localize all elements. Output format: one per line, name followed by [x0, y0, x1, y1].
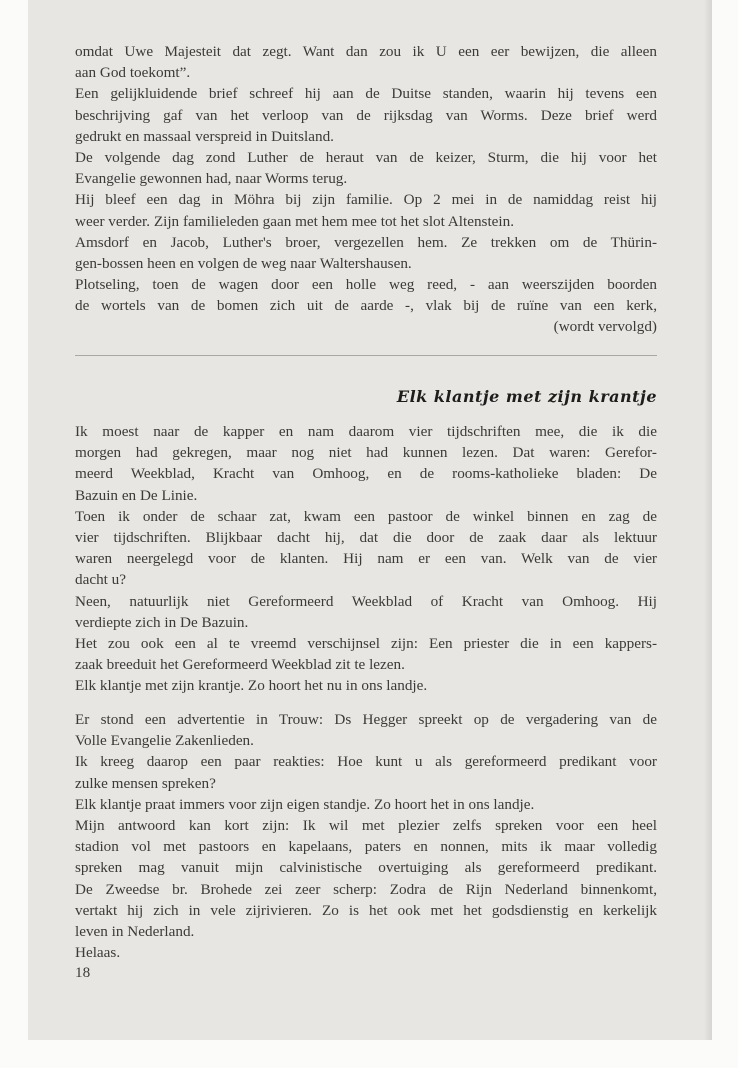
text-line: zaak breeduit het Gereformeerd Weekblad zit te lezen.: [75, 656, 405, 674]
text-line: Een gelijkluidende brief schreef hij aan de Duitse standen, waarin hij tevens een: [75, 85, 657, 103]
text-line: Het zou ook een al te vreemd verschijnsel zijn: Een priester die in een kappers-: [75, 634, 657, 652]
article-body-part1: [75, 421, 657, 696]
text-line: aan God toekomt”.: [75, 64, 191, 82]
section-divider: [75, 355, 657, 356]
text-line: gen-bossen heen en volgen de weg naar Waltershausen.: [75, 254, 412, 272]
text-line: spreken mag vanuit mijn calvinistische overtuiging als gereformeerd predikant.: [75, 859, 657, 877]
text-line: Amsdorf en Jacob, Luther's broer, vergezellen hem. Ze trekken om de Thürin-: [75, 233, 657, 251]
text-line: de wortels van de bomen zich uit de aarde -, vlak bij de ruïne van een kerk,: [75, 297, 657, 315]
text-line: De Zweedse br. Brohede zei zeer scherp: Zodra de Rijn Nederland binnenkomt,: [75, 880, 657, 898]
text-line: (wordt vervolgd): [553, 318, 657, 336]
text-line: De volgende dag zond Luther de heraut van de keizer, Sturm, die hij voor het: [75, 148, 657, 166]
article-body-part2: [75, 709, 657, 963]
text-line: Elk klantje met zijn krantje. Zo hoort het nu in ons landje.: [75, 677, 428, 695]
text-line: stadion vol met pastoors en kapelaans, paters en nonnen, mits ik maar volledig: [75, 838, 657, 856]
text-line: Elk klantje praat immers voor zijn eigen standje. Zo hoort het in ons landje.: [75, 795, 535, 813]
text-line: gedrukt en massaal verspreid in Duitsland.: [75, 127, 334, 145]
text-line: vertakt hij zich in vele zijrivieren. Zo is het ook met het godsdienstig en kerkelijk: [75, 901, 657, 919]
text-line: Helaas.: [75, 944, 121, 962]
text-line: Evangelie gewonnen had, naar Worms terug.: [75, 170, 348, 188]
text-line: leven in Nederland.: [75, 922, 195, 940]
text-line: morgen had gekregen, maar nog niet had kunnen lezen. Dat waren: Gerefor-: [75, 444, 657, 462]
text-line: Plotseling, toen de wagen door een holle weg reed, - aan weerszijden boorden: [75, 276, 657, 294]
text-line: dacht u?: [75, 571, 127, 589]
text-line: vier tijdschriften. Blijkbaar dacht hij, dat die door de zaak daar als lektuur: [75, 528, 657, 546]
text-line: Er stond een advertentie in Trouw: Ds Hegger spreekt op de vergadering van de: [75, 711, 657, 728]
page-edge-shadow: [704, 0, 712, 1040]
text-line: meerd Weekblad, Kracht van Omhoog, en de rooms-katholieke bladen: De: [75, 465, 657, 483]
text-line: weer verder. Zijn familieleden gaan met hem mee tot het slot Altenstein.: [75, 212, 515, 230]
text-line: Mijn antwoord kan kort zijn: Ik wil met plezier zelfs spreken voor een heel: [75, 816, 657, 834]
text-line: Ik moest naar de kapper en nam daarom vier tijdschriften mee, die ik die: [75, 423, 657, 440]
text-line: Hij bleef een dag in Möhra bij zijn familie. Op 2 mei in de namiddag reist hij: [75, 191, 657, 209]
text-line: Ik kreeg daarop een paar reakties: Hoe kunt u als gereformeerd predikant voor: [75, 753, 657, 771]
text-line: verdiepte zich in De Bazuin.: [75, 613, 249, 631]
article-title: Elk klantje met zijn krantje: [396, 387, 657, 406]
text-line: zulke mensen spreken?: [75, 774, 216, 792]
text-line: Bazuin en De Linie.: [75, 486, 198, 504]
text-line: waren neergelegd voor de klanten. Hij nam er een van. Welk van de vier: [75, 550, 657, 568]
previous-article-text: [75, 41, 657, 338]
text-line: Neen, natuurlijk niet Gereformeerd Weekblad of Kracht van Omhoog. Hij: [75, 592, 657, 610]
text-line: beschrijving gaf van het verloop van de rijksdag van Worms. Deze brief werd: [75, 106, 657, 124]
text-line: omdat Uwe Majesteit dat zegt. Want dan zou ik U een eer bewijzen, die alleen: [75, 43, 657, 60]
text-line: Toen ik onder de schaar zat, kwam een pastoor de winkel binnen en zag de: [75, 507, 657, 525]
text-line: Volle Evangelie Zakenlieden.: [75, 732, 254, 750]
page-number: 18: [75, 964, 91, 981]
